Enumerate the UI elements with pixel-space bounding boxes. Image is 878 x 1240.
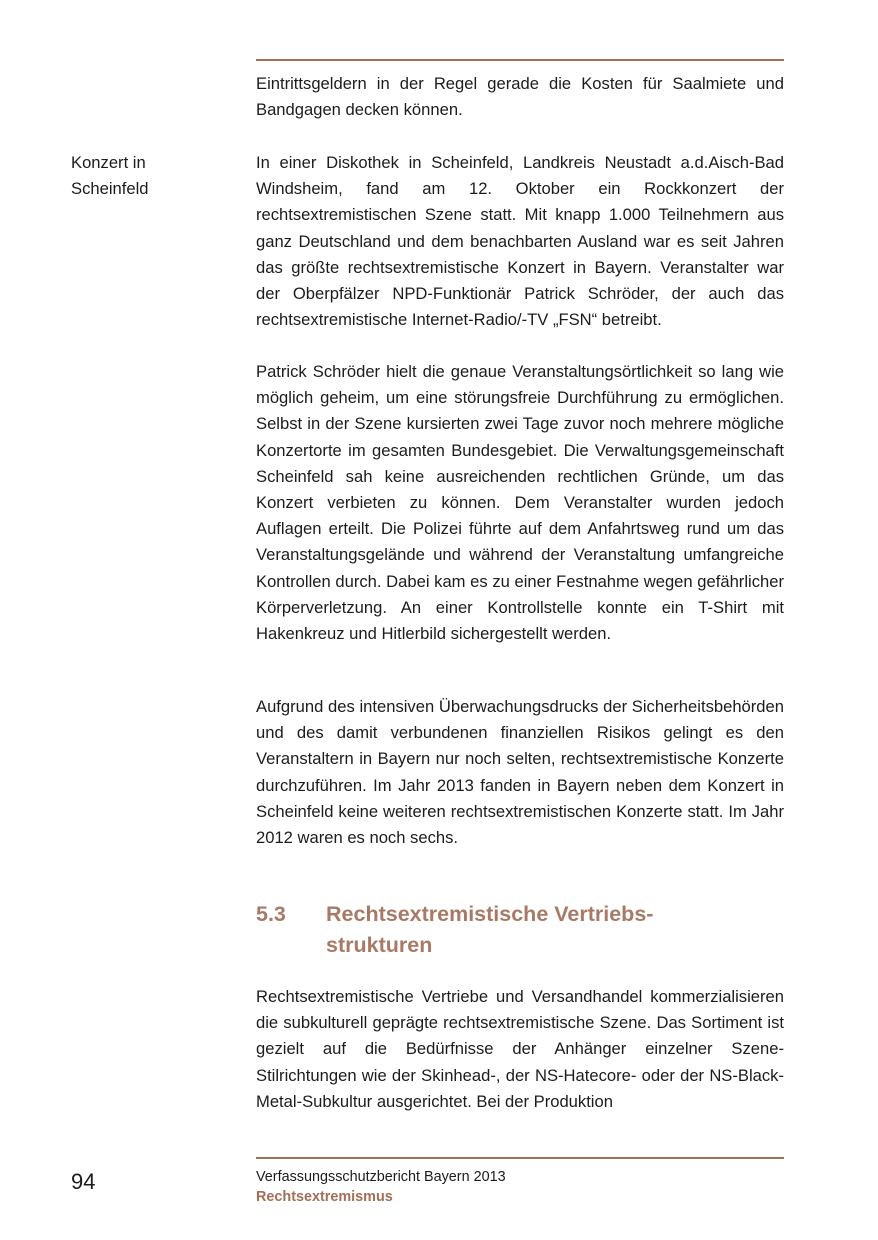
margin-note-line-2: Scheinfeld (71, 179, 149, 199)
page-number: 94 (71, 1169, 96, 1194)
paragraph-4: Rechtsextremistische Vertriebe und Versandhandel kommerzialisieren die subkulturell geprägte rechtsextremistische Szene. Das Sortiment ist gezielt auf die Bedürfnisse der Anhänger einzelner Szene-Stilrichtungen wie der Skinhead-, der NS-Hatecore- oder der NS-Black-Metal-Subkultur ausgerichtet. Bei der Produktion (256, 987, 784, 1111)
paragraph-2: Patrick Schröder hielt die genaue Veranstaltungsörtlichkeit so lang wie möglich geheim, um eine störungsfreie Durchführung zu ermöglichen. Selbst in der Szene kursierten zwei Tage zuvor noch mehrere mögliche Konzertorte im gesamten Bundesgebiet. Die Verwaltungsgemeinschaft Scheinfeld sah keine ausreichenden rechtlichen Gründe, um das Konzert verbieten zu können. Dem Veranstalter wurden jedoch Auflagen erteilt. Die Polizei führte auf dem Anfahrtsweg rund um das Veranstaltungsgelände und während der Veranstaltung umfangreiche Kontrollen durch. Dabei kam es zu einer Festnahme wegen gefährlicher Körperverletzung. An einer Kontrollstelle konnte ein T-Shirt mit Hakenkreuz und Hitlerbild sichergestellt werden. (256, 362, 784, 644)
footer-title: Verfassungsschutzbericht Bayern 2013 (256, 1169, 506, 1185)
bottom-divider (256, 1157, 784, 1159)
section-number: 5.3 (256, 902, 286, 926)
margin-note-line-1: Konzert in (71, 153, 146, 172)
top-divider (256, 59, 784, 61)
paragraph-1: In einer Diskothek in Scheinfeld, Landkreis Neustadt a.d.Aisch-Bad Windsheim, fand am 12. Oktober ein Rockkonzert der rechtsextremistischen Szene statt. Mit knapp 1.000 Teilnehmern aus ganz Deutschland und dem benachbarten Ausland war es seit Jahren das größte rechtsextremistische Konzert in Bayern. Veranstalter war der Oberpfälzer NPD-Funktionär Patrick Schröder, der auch das rechtsextremistische Internet-Radio/-TV „FSN“ betreibt. (256, 153, 784, 330)
footer-chapter: Rechtsextremismus (256, 1188, 393, 1205)
margin-note (71, 150, 149, 202)
section-title: Rechtsextremistische Vertriebs-strukturen (326, 902, 654, 957)
paragraph-3: Aufgrund des intensiven Überwachungsdrucks der Sicherheitsbehörden und des damit verbundenen finanziellen Risikos gelingt es den Veranstaltern in Bayern nur noch selten, rechtsextremistische Konzerte durchzuführen. Im Jahr 2013 fanden in Bayern neben dem Konzert in Scheinfeld keine weiteren rechtsextremistischen Konzerte statt. Im Jahr 2012 waren es noch sechs. (256, 697, 784, 848)
intro-paragraph: Eintrittsgeldern in der Regel gerade die Kosten für Saalmiete und Bandgagen decken können. (256, 74, 784, 120)
footer (256, 1168, 506, 1207)
